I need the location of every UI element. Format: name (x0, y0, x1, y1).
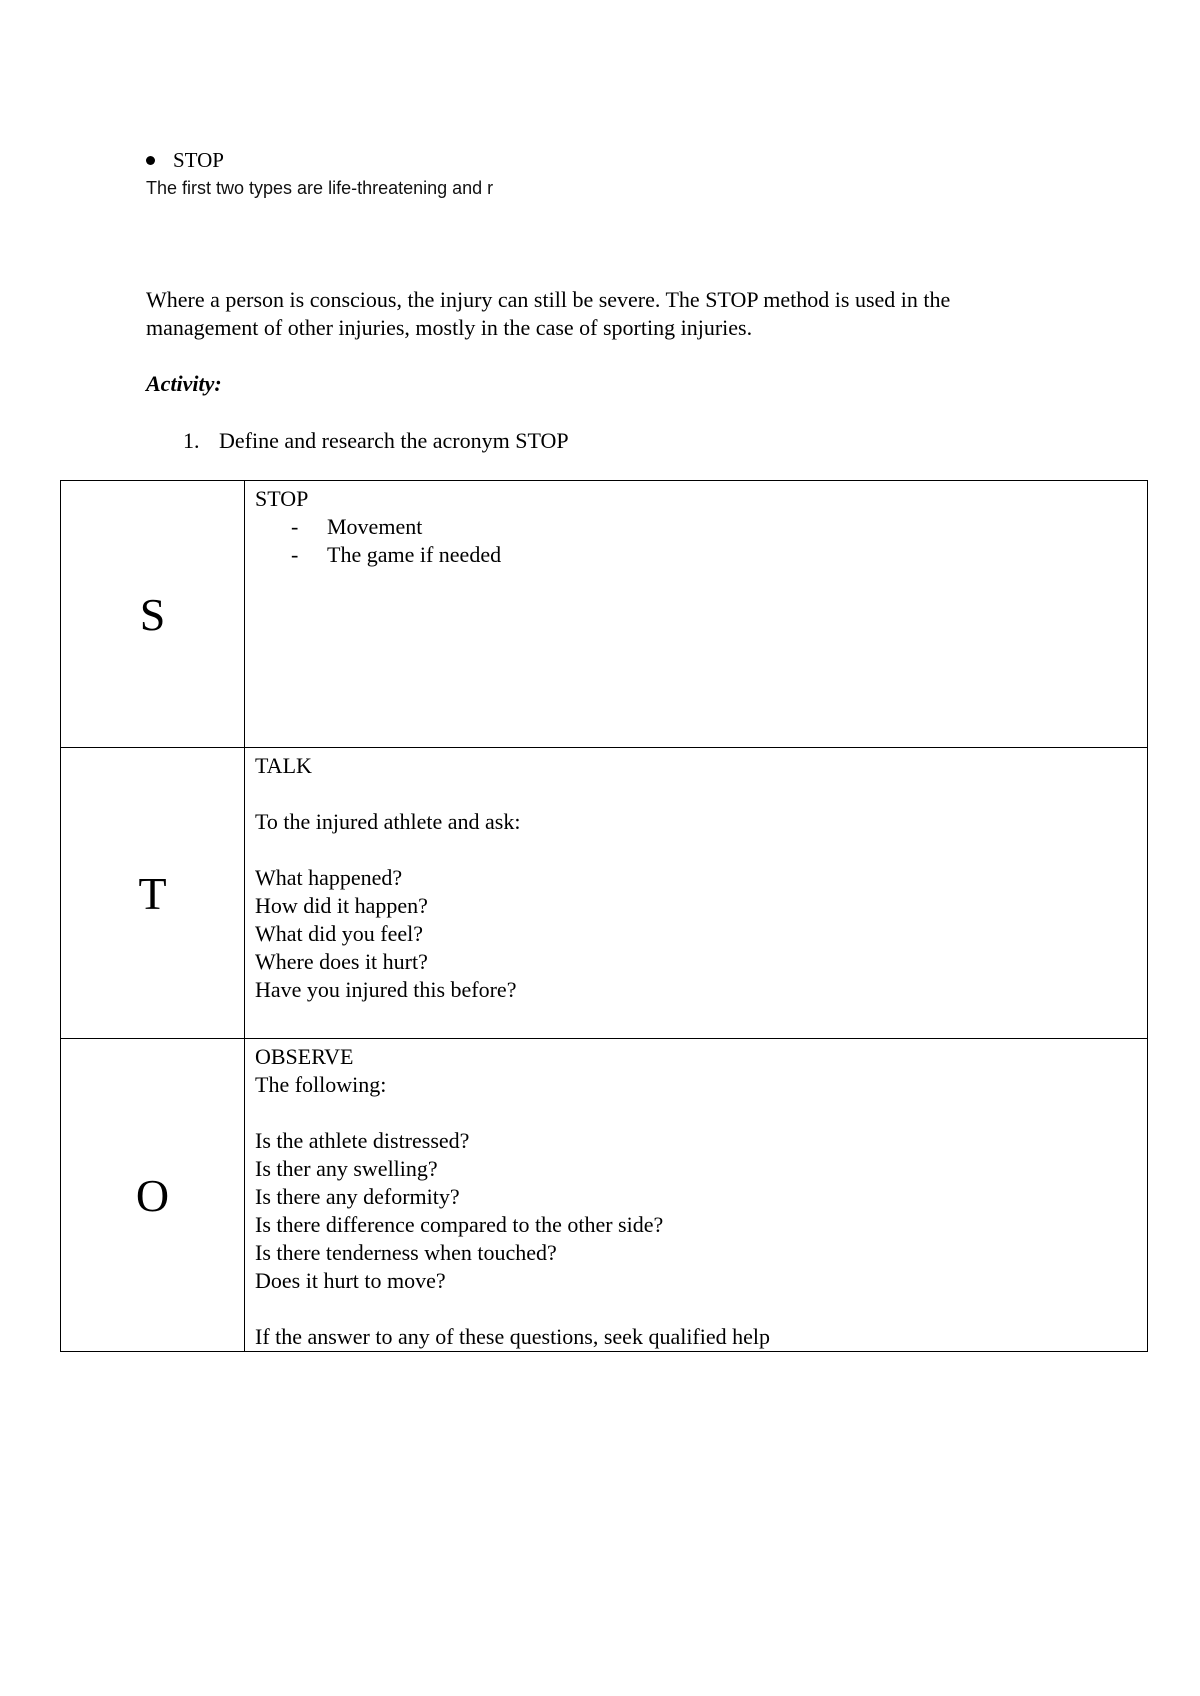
list-item (291, 513, 1137, 541)
letter-cell-o: O (61, 1039, 245, 1352)
question-line: What happened? (255, 865, 403, 890)
content-cell-t (245, 748, 1148, 1039)
content-cell-o (245, 1039, 1148, 1352)
bullet-heading-line (146, 146, 224, 174)
row-intro: To the injured athlete and ask: (255, 809, 521, 834)
activity-label: Activity: (146, 371, 222, 396)
dash-marker: - (291, 514, 299, 539)
list-item (291, 541, 1137, 569)
question-line: Where does it hurt? (255, 949, 428, 974)
dash-list (255, 513, 1137, 569)
row-intro: The following: (255, 1072, 387, 1097)
question-line: Have you injured this before? (255, 977, 517, 1002)
row-footer: If the answer to any of these questions, seek qualified help (255, 1324, 771, 1349)
question-line: Is the athlete distressed? (255, 1128, 470, 1153)
row-title: OBSERVE (255, 1044, 354, 1069)
row-title: STOP (255, 486, 309, 511)
question-line: Is there difference compared to the other side? (255, 1212, 664, 1237)
question-line: Does it hurt to move? (255, 1268, 446, 1293)
content-cell-s (245, 481, 1148, 748)
activity-item-text: Define and research the acronym STOP (219, 428, 569, 453)
row-title: TALK (255, 753, 312, 778)
letter-cell-s: S (61, 481, 245, 748)
activity-item-1 (183, 427, 569, 455)
question-line: Is there tenderness when touched? (255, 1240, 557, 1265)
activity-item-number: 1. (183, 428, 200, 453)
table-row-o (61, 1039, 1148, 1352)
bullet-subtext: The first two types are life-threatening and r (146, 178, 494, 198)
bullet-heading: STOP (173, 148, 224, 172)
question-line: Is there any deformity? (255, 1184, 460, 1209)
table-row-s (61, 481, 1148, 748)
stop-table (60, 480, 1148, 1352)
dash-marker: - (291, 542, 299, 567)
question-line: What did you feel? (255, 921, 423, 946)
question-line: How did it happen? (255, 893, 428, 918)
letter-cell-t: T (61, 748, 245, 1039)
table-row-t (61, 748, 1148, 1039)
list-item-text: Movement (327, 514, 423, 539)
intro-paragraph: Where a person is conscious, the injury can still be severe. The STOP method is used in the management of other injuries, mostly in the case of sporting injuries. (146, 287, 951, 340)
list-item-text: The game if needed (327, 542, 502, 567)
bullet-dot-icon (146, 156, 155, 165)
question-line: Is ther any swelling? (255, 1156, 438, 1181)
